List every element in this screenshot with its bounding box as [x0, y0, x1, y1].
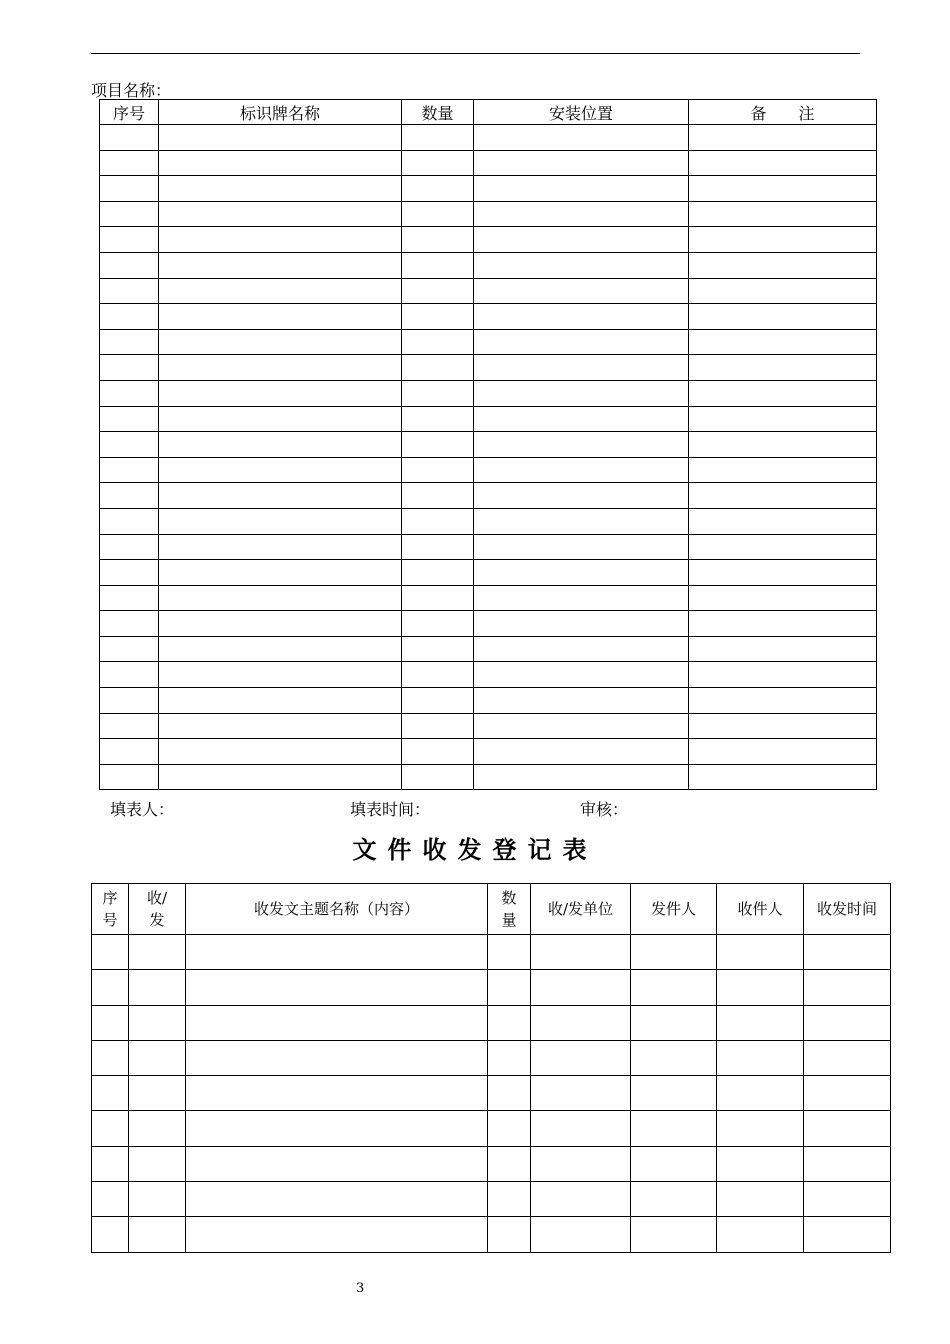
table-row [100, 764, 877, 790]
table-cell[interactable] [474, 636, 689, 662]
table-row [92, 970, 891, 1005]
table-cell[interactable] [402, 764, 474, 790]
table-cell[interactable] [92, 970, 129, 1005]
table-cell[interactable] [474, 304, 689, 330]
table-cell[interactable] [100, 764, 159, 790]
reviewer-label: 审核： [580, 800, 629, 819]
table-cell[interactable] [474, 662, 689, 688]
table-cell[interactable] [402, 457, 474, 483]
table-cell[interactable] [92, 935, 129, 970]
table-cell[interactable] [631, 970, 717, 1005]
table-cell[interactable] [159, 636, 402, 662]
table-cell[interactable] [100, 329, 159, 355]
table-row [100, 176, 877, 202]
table-cell[interactable] [100, 176, 159, 202]
table-cell[interactable] [474, 355, 689, 381]
table-cell[interactable] [159, 457, 402, 483]
table-cell[interactable] [531, 1111, 631, 1146]
table-cell[interactable] [474, 406, 689, 432]
table-cell[interactable] [717, 1182, 804, 1217]
table-cell[interactable] [159, 125, 402, 151]
table-row [100, 227, 877, 253]
table-cell[interactable] [804, 1146, 891, 1181]
table-cell[interactable] [488, 1111, 531, 1146]
table-cell[interactable] [159, 585, 402, 611]
table-cell[interactable] [186, 1040, 488, 1075]
table-row [100, 150, 877, 176]
table-cell[interactable] [159, 176, 402, 202]
table-cell[interactable] [186, 1146, 488, 1181]
table-cell[interactable] [159, 406, 402, 432]
table-cell[interactable] [689, 252, 877, 278]
table-cell[interactable] [129, 935, 186, 970]
table-row [92, 1005, 891, 1040]
table-cell[interactable] [159, 688, 402, 714]
table-cell[interactable] [488, 1076, 531, 1111]
table-cell[interactable] [402, 176, 474, 202]
table-cell[interactable] [717, 1005, 804, 1040]
table-cell[interactable] [488, 935, 531, 970]
header-install-location: 安装位置 [474, 100, 689, 125]
table-cell[interactable] [159, 201, 402, 227]
table-cell[interactable] [689, 636, 877, 662]
table-cell[interactable] [100, 560, 159, 586]
table-cell[interactable] [631, 1005, 717, 1040]
table-cell[interactable] [100, 227, 159, 253]
table-cell[interactable] [159, 227, 402, 253]
table-cell[interactable] [159, 355, 402, 381]
table-cell[interactable] [186, 1005, 488, 1040]
table-cell[interactable] [689, 227, 877, 253]
table-cell[interactable] [474, 432, 689, 458]
table-cell[interactable] [100, 534, 159, 560]
table-cell[interactable] [186, 1111, 488, 1146]
table-cell[interactable] [474, 534, 689, 560]
table-cell[interactable] [100, 304, 159, 330]
table-cell[interactable] [129, 1182, 186, 1217]
table-cell[interactable] [100, 611, 159, 637]
table-row [100, 739, 877, 765]
table-cell[interactable] [488, 1146, 531, 1181]
table-cell[interactable] [402, 713, 474, 739]
table-cell[interactable] [402, 201, 474, 227]
table-cell[interactable] [159, 662, 402, 688]
header-sign-name: 标识牌名称 [159, 100, 402, 125]
table-row [92, 1111, 891, 1146]
table-row [92, 1182, 891, 1217]
table-cell[interactable] [186, 1076, 488, 1111]
table-cell[interactable] [402, 688, 474, 714]
table-row [92, 935, 891, 970]
table-cell[interactable] [402, 380, 474, 406]
table-cell[interactable] [804, 1076, 891, 1111]
table-cell[interactable] [717, 1040, 804, 1075]
table-cell[interactable] [474, 688, 689, 714]
table-cell[interactable] [100, 739, 159, 765]
table-cell[interactable] [186, 1217, 488, 1252]
table-cell[interactable] [531, 935, 631, 970]
table-cell[interactable] [474, 764, 689, 790]
table-row [92, 1076, 891, 1111]
table-cell[interactable] [488, 1005, 531, 1040]
table-cell[interactable] [717, 1076, 804, 1111]
table-cell[interactable] [402, 636, 474, 662]
table-cell[interactable] [100, 457, 159, 483]
table-row [100, 508, 877, 534]
table-cell[interactable] [689, 176, 877, 202]
table-cell[interactable] [689, 713, 877, 739]
table-cell[interactable] [100, 125, 159, 151]
table-cell[interactable] [689, 688, 877, 714]
table-cell[interactable] [717, 1111, 804, 1146]
table-cell[interactable] [488, 1217, 531, 1252]
table-cell[interactable] [92, 1146, 129, 1181]
table-cell[interactable] [689, 355, 877, 381]
table-cell[interactable] [689, 739, 877, 765]
table-cell[interactable] [804, 1217, 891, 1252]
header-remarks: 备 注 [689, 100, 877, 125]
table-row [100, 201, 877, 227]
table-cell[interactable] [402, 611, 474, 637]
table-cell[interactable] [92, 1111, 129, 1146]
table-cell[interactable] [402, 304, 474, 330]
table-row [92, 1040, 891, 1075]
table-cell[interactable] [402, 560, 474, 586]
sign-table-body [100, 125, 877, 790]
table-row [100, 329, 877, 355]
table-cell[interactable] [129, 1040, 186, 1075]
table-cell[interactable] [186, 935, 488, 970]
top-rule [91, 53, 860, 54]
table-cell[interactable] [159, 739, 402, 765]
sign-table-header-row [100, 100, 877, 125]
table-cell[interactable] [100, 662, 159, 688]
table-cell[interactable] [159, 508, 402, 534]
table-cell[interactable] [129, 1146, 186, 1181]
table-cell[interactable] [100, 483, 159, 509]
table-row [100, 688, 877, 714]
table-cell[interactable] [159, 534, 402, 560]
table-cell[interactable] [100, 201, 159, 227]
table-cell[interactable] [474, 176, 689, 202]
table-cell[interactable] [717, 970, 804, 1005]
table-cell[interactable] [159, 380, 402, 406]
table-cell[interactable] [717, 935, 804, 970]
table-cell[interactable] [717, 1146, 804, 1181]
table-cell[interactable] [689, 329, 877, 355]
table-cell[interactable] [689, 560, 877, 586]
table-cell[interactable] [474, 201, 689, 227]
table-cell[interactable] [100, 713, 159, 739]
table-cell[interactable] [631, 935, 717, 970]
table-cell[interactable] [100, 688, 159, 714]
table-cell[interactable] [159, 713, 402, 739]
table-cell[interactable] [689, 304, 877, 330]
table-cell[interactable] [100, 432, 159, 458]
table-cell[interactable] [474, 457, 689, 483]
table-cell[interactable] [100, 278, 159, 304]
table-cell[interactable] [474, 585, 689, 611]
table-cell[interactable] [488, 1040, 531, 1075]
table-cell[interactable] [402, 432, 474, 458]
table-row [100, 304, 877, 330]
table-cell[interactable] [402, 252, 474, 278]
table-cell[interactable] [474, 278, 689, 304]
table-row [92, 1217, 891, 1252]
table-cell[interactable] [100, 150, 159, 176]
table-cell[interactable] [159, 252, 402, 278]
filler-label: 填表人： [110, 800, 175, 819]
table-cell[interactable] [631, 1182, 717, 1217]
table-cell[interactable] [100, 585, 159, 611]
table-cell[interactable] [129, 970, 186, 1005]
table-row [100, 662, 877, 688]
table-cell[interactable] [129, 1005, 186, 1040]
table-cell[interactable] [100, 406, 159, 432]
table-cell[interactable] [474, 713, 689, 739]
table-cell[interactable] [689, 201, 877, 227]
table-cell[interactable] [402, 508, 474, 534]
file-register-title: 文件收发登记表 [352, 836, 598, 864]
header-unit: 收/发单位 [531, 884, 631, 935]
table-cell[interactable] [689, 406, 877, 432]
table-row [100, 636, 877, 662]
table-row [100, 713, 877, 739]
table-cell[interactable] [402, 534, 474, 560]
table-cell[interactable] [631, 1146, 717, 1181]
file-register-table [91, 883, 891, 1253]
table-row [100, 432, 877, 458]
table-cell[interactable] [92, 1217, 129, 1252]
table-cell[interactable] [129, 1076, 186, 1111]
table-row [100, 457, 877, 483]
table-cell[interactable] [186, 1182, 488, 1217]
table-row [100, 252, 877, 278]
table-cell[interactable] [474, 329, 689, 355]
table-cell[interactable] [488, 970, 531, 1005]
table-cell[interactable] [804, 1005, 891, 1040]
table-cell[interactable] [474, 150, 689, 176]
table-cell[interactable] [531, 1146, 631, 1181]
file-table-header-row [92, 884, 891, 935]
table-cell[interactable] [159, 329, 402, 355]
table-cell[interactable] [402, 585, 474, 611]
table-cell[interactable] [689, 432, 877, 458]
table-cell[interactable] [100, 355, 159, 381]
table-cell[interactable] [474, 611, 689, 637]
table-cell[interactable] [159, 278, 402, 304]
table-cell[interactable] [474, 380, 689, 406]
table-cell[interactable] [689, 457, 877, 483]
page-number: 3 [356, 1281, 365, 1296]
table-cell[interactable] [474, 125, 689, 151]
table-cell[interactable] [474, 483, 689, 509]
table-cell[interactable] [631, 1040, 717, 1075]
table-cell[interactable] [186, 970, 488, 1005]
table-cell[interactable] [689, 508, 877, 534]
table-cell[interactable] [717, 1217, 804, 1252]
table-cell[interactable] [531, 1217, 631, 1252]
table-cell[interactable] [689, 611, 877, 637]
table-cell[interactable] [402, 278, 474, 304]
header-time: 收发时间 [804, 884, 891, 935]
table-row [100, 534, 877, 560]
table-cell[interactable] [100, 380, 159, 406]
table-cell[interactable] [92, 1040, 129, 1075]
table-cell[interactable] [804, 1111, 891, 1146]
table-cell[interactable] [159, 560, 402, 586]
table-cell[interactable] [689, 278, 877, 304]
fill-time-label: 填表时间： [350, 800, 431, 819]
table-cell[interactable] [402, 406, 474, 432]
table-cell[interactable] [92, 1076, 129, 1111]
table-cell[interactable] [159, 150, 402, 176]
table-cell[interactable] [689, 150, 877, 176]
header-sender: 发件人 [631, 884, 717, 935]
header-recipient: 收件人 [717, 884, 804, 935]
header-serial: 序 号 [92, 884, 129, 935]
table-cell[interactable] [689, 662, 877, 688]
table-cell[interactable] [129, 1217, 186, 1252]
table-cell[interactable] [631, 1217, 717, 1252]
table-cell[interactable] [402, 125, 474, 151]
table-cell[interactable] [804, 935, 891, 970]
table-cell[interactable] [100, 508, 159, 534]
table-cell[interactable] [531, 1182, 631, 1217]
table-cell[interactable] [531, 1076, 631, 1111]
table-cell[interactable] [159, 483, 402, 509]
table-cell[interactable] [159, 611, 402, 637]
table-row [100, 380, 877, 406]
table-cell[interactable] [92, 1005, 129, 1040]
table-cell[interactable] [631, 1111, 717, 1146]
table-cell[interactable] [402, 483, 474, 509]
table-cell[interactable] [100, 636, 159, 662]
header-document-subject: 收发文主题名称（内容） [186, 884, 488, 935]
table-cell[interactable] [402, 739, 474, 765]
table-row [100, 355, 877, 381]
table-cell[interactable] [474, 508, 689, 534]
table-cell[interactable] [474, 739, 689, 765]
table-row [100, 125, 877, 151]
header-serial: 序号 [100, 100, 159, 125]
table-cell[interactable] [488, 1182, 531, 1217]
table-cell[interactable] [159, 304, 402, 330]
table-cell[interactable] [689, 764, 877, 790]
file-table-body [92, 935, 891, 1253]
table-cell[interactable] [804, 1182, 891, 1217]
table-cell[interactable] [474, 227, 689, 253]
header-quantity: 数 量 [488, 884, 531, 935]
table-cell[interactable] [531, 970, 631, 1005]
table-cell[interactable] [402, 227, 474, 253]
table-cell[interactable] [402, 355, 474, 381]
table-cell[interactable] [474, 560, 689, 586]
table-row [100, 278, 877, 304]
project-name-label: 项目名称： [91, 81, 172, 100]
table-cell[interactable] [689, 534, 877, 560]
table-cell[interactable] [92, 1182, 129, 1217]
table-row [92, 1146, 891, 1181]
table-cell[interactable] [159, 764, 402, 790]
table-cell[interactable] [402, 150, 474, 176]
table-cell[interactable] [689, 483, 877, 509]
header-quantity: 数量 [402, 100, 474, 125]
header-send-receive: 收/ 发 [129, 884, 186, 935]
table-cell[interactable] [129, 1111, 186, 1146]
table-cell[interactable] [804, 970, 891, 1005]
table-cell[interactable] [100, 252, 159, 278]
table-cell[interactable] [804, 1040, 891, 1075]
table-cell[interactable] [159, 432, 402, 458]
table-cell[interactable] [631, 1076, 717, 1111]
table-cell[interactable] [531, 1005, 631, 1040]
table-cell[interactable] [531, 1040, 631, 1075]
sign-table [99, 99, 877, 790]
table-cell[interactable] [689, 585, 877, 611]
table-row [100, 585, 877, 611]
table-row [100, 406, 877, 432]
table-cell[interactable] [689, 380, 877, 406]
table-cell[interactable] [689, 125, 877, 151]
table-row [100, 560, 877, 586]
table-cell[interactable] [402, 662, 474, 688]
table-row [100, 611, 877, 637]
table-row [100, 483, 877, 509]
table-cell[interactable] [402, 329, 474, 355]
table-cell[interactable] [474, 252, 689, 278]
